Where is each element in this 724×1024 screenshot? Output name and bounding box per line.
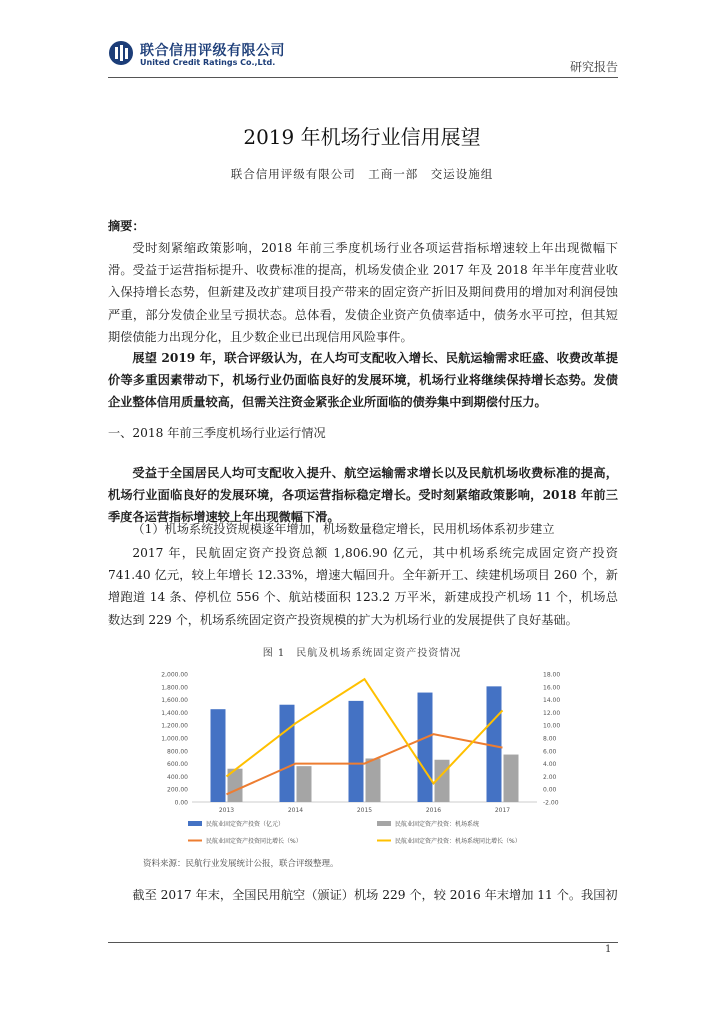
right-axis-tick-label: 16.00: [543, 684, 561, 692]
body-paragraph: 2017 年，民航固定资产投资总额 1,806.90 亿元，其中机场系统完成固定资产投资 741.40 亿元，较上年增长 12.33%，增速大幅回升。全年新开工、续建机场项目 260 个，新增跑道 14 条、停机位 556 个、航站楼面积 123.2 万平米，新建成投产机场 11 个，机场总数达到 229 个，机场系统固定资产投资规模的扩大为机场行业的发展提供了良好基础。: [108, 546, 618, 627]
right-axis-tick-label: 0.00: [543, 786, 557, 794]
right-axis-tick-label: 14.00: [543, 697, 561, 705]
right-axis-tick-label: 2.00: [543, 773, 557, 781]
left-axis-tick-label: 1,400.00: [161, 709, 188, 717]
left-axis-tick-label: 200.00: [167, 786, 188, 794]
subsection-heading: （1）机场系统投资规模逐年增加，机场数量稳定增长，民用机场体系初步建立: [132, 522, 555, 536]
bar: [280, 705, 295, 802]
left-axis-tick-label: 400.00: [167, 773, 188, 781]
legend-label: 民航业固定资产投资（亿元）: [206, 821, 285, 828]
bar: [349, 701, 364, 802]
legend-label: 民航业固定资产投资：机场系统同比增长（%）: [395, 838, 521, 845]
category-label: 2013: [218, 807, 235, 814]
author-line: 联合信用评级有限公司 工商一部 交运设施组: [230, 167, 494, 181]
header-divider: [108, 77, 618, 78]
category-label: 2014: [287, 807, 304, 814]
company-name-cn: 联合信用评级有限公司: [140, 43, 285, 59]
right-axis-tick-label: 10.00: [543, 722, 561, 730]
bar: [366, 758, 381, 802]
category-label: 2015: [356, 807, 373, 814]
legend-label: 民航业固定资产投资：机场系统: [395, 821, 480, 828]
figure-source: 资料来源：民航行业发展统计公报，联合评级整理。: [143, 859, 339, 869]
bar: [211, 709, 226, 802]
left-axis-tick-label: 800.00: [167, 748, 188, 756]
left-axis-tick-label: 1,000.00: [161, 735, 188, 743]
left-axis-tick-label: 1,600.00: [161, 697, 188, 705]
report-type: 研究报告: [569, 60, 618, 74]
company-name-en: United Credit Ratings Co.,Ltd.: [140, 58, 276, 67]
page-number: 1: [605, 944, 612, 955]
bar: [504, 755, 519, 802]
series-line: [227, 734, 503, 794]
left-axis-tick-label: 600.00: [167, 761, 188, 769]
legend-swatch: [188, 821, 202, 826]
right-axis-tick-label: -2.00: [543, 799, 559, 807]
bar: [418, 693, 433, 802]
left-axis-tick-label: 1,200.00: [161, 722, 188, 730]
left-axis-tick-label: 2,000.00: [161, 671, 188, 679]
section-lead-paragraph: 受益于全国居民人均可支配收入提升、航空运输需求增长以及民航机场收费标准的提高，机场行业面临良好的发展环境，各项运营指标稳定增长。受时刻紧缩政策影响，2018 年前三季度各运营指标增速较上年出现微幅下滑。: [108, 466, 618, 525]
investment-chart: [152, 660, 580, 858]
left-axis-tick-label: 1,800.00: [161, 684, 188, 692]
right-axis-tick-label: 12.00: [543, 709, 561, 717]
tail-paragraph: 截至 2017 年末，全国民用航空（颁证）机场 229 个，较 2016 年末增加 11 个。我国初: [132, 888, 618, 902]
right-axis-tick-label: 4.00: [543, 761, 557, 769]
abstract-paragraph: 受时刻紧缩政策影响，2018 年前三季度机场行业各项运营指标增速较上年出现微幅下滑。受益于运营指标提升、收费标准的提高，机场发债企业 2017 年及 2018 年半年度营业收入保持增长态势，但新建及改扩建项目投产带来的固定资产折旧及期间费用的增加对利润侵蚀严重，部分发债企业呈亏损状态。总体看，发债企业资产负债率适中，债务水平可控，但其短期偿债能力出现分化，且少数企业已出现信用风险事件。: [108, 241, 618, 344]
left-axis-tick-label: 0.00: [174, 799, 188, 807]
company-logo-icon: [108, 40, 134, 66]
page-header: [108, 38, 618, 76]
bar: [297, 766, 312, 802]
right-axis-tick-label: 8.00: [543, 735, 557, 743]
category-label: 2017: [494, 807, 511, 814]
category-label: 2016: [425, 807, 442, 814]
series-line: [227, 679, 503, 783]
abstract-heading: 摘要：: [108, 219, 145, 233]
abstract-outlook-paragraph: 展望 2019 年，联合评级认为，在人均可支配收入增长、民航运输需求旺盛、收费改革提价等多重因素带动下，机场行业仍面临良好的发展环境，机场行业将继续保持增长态势。发债企业整体信用质量较高，但需关注资金紧张企业所面临的债券集中到期偿付压力。: [108, 351, 618, 410]
section-heading: 一、2018 年前三季度机场行业运行情况: [108, 426, 326, 440]
legend-swatch: [377, 821, 391, 826]
right-axis-tick-label: 6.00: [543, 748, 557, 756]
figure-title: 图 1 民航及机场系统固定资产投资情况: [262, 648, 462, 659]
page-title: 2019 年机场行业信用展望: [243, 125, 481, 149]
legend-label: 民航业固定资产投资同比增长（%）: [206, 838, 302, 845]
right-axis-tick-label: 18.00: [543, 671, 561, 679]
footer-divider: [108, 942, 618, 943]
